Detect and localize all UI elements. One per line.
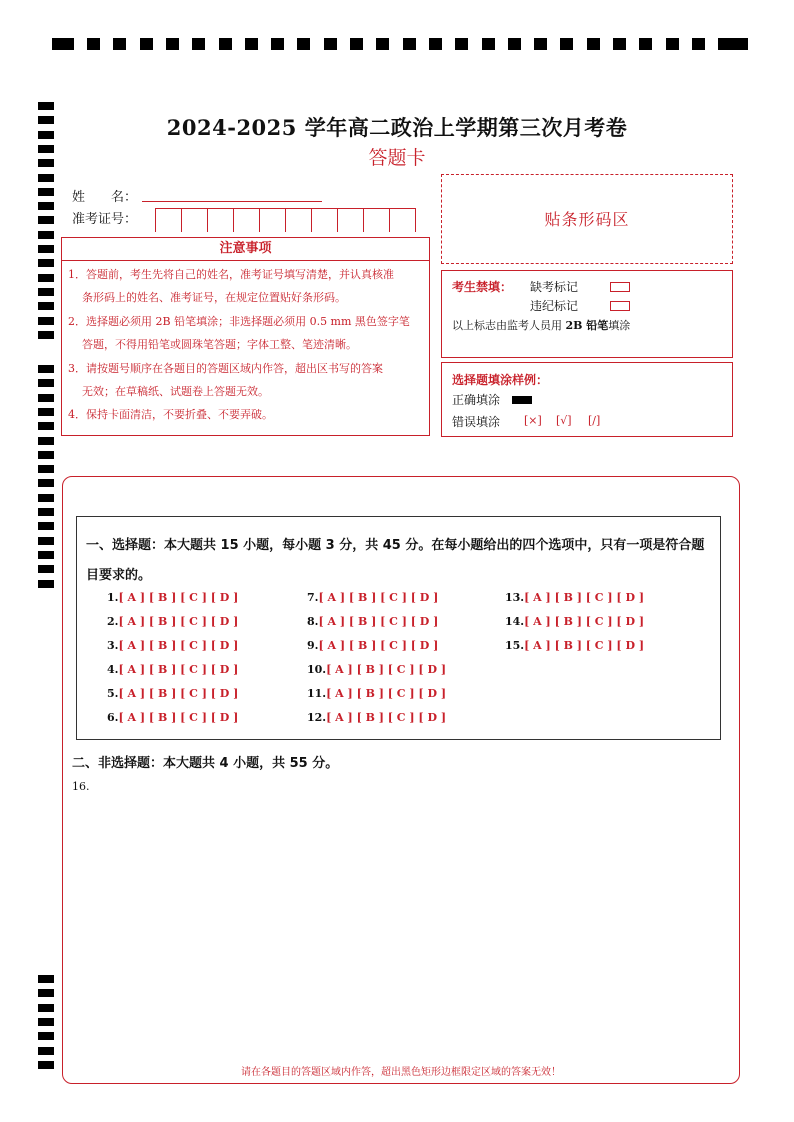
notice-item: 条形码上的姓名、准考证号，在规定位置贴好条形码。 <box>82 291 346 304</box>
footer-warning: 请在各题目的答题区域内作答，超出黑色矩形边框限定区域的答案无效！ <box>241 1067 561 1078</box>
timing-mark <box>639 38 652 50</box>
timing-mark <box>38 537 54 545</box>
absent-mark-box[interactable] <box>610 282 630 292</box>
timing-mark <box>38 580 54 588</box>
id-digit-box[interactable] <box>155 208 181 232</box>
answer-options[interactable]: [ A ] [ B ] [ C ] [ D ] <box>326 687 447 700</box>
timing-mark <box>38 331 54 339</box>
question-number: 3. <box>107 639 119 652</box>
timing-mark <box>38 551 54 559</box>
correct-fill-mark <box>512 396 532 404</box>
timing-mark <box>245 38 258 50</box>
timing-mark <box>692 38 705 50</box>
mc-question-2[interactable] <box>107 615 238 628</box>
notice-item: 1．答题前，考生先将自己的姓名，准考证号填写清楚，并认真核准 <box>68 268 394 281</box>
timing-mark <box>38 1018 54 1026</box>
timing-mark <box>350 38 363 50</box>
answer-options[interactable]: [ A ] [ B ] [ C ] [ D ] <box>118 663 239 676</box>
answer-options[interactable]: [ A ] [ B ] [ C ] [ D ] <box>524 615 645 628</box>
absent-mark-label: 缺考标记 <box>530 280 579 294</box>
timing-mark <box>38 1061 54 1069</box>
violation-mark-box[interactable] <box>610 301 630 311</box>
mc-question-8[interactable] <box>307 615 438 628</box>
ban-note <box>452 317 630 333</box>
correct-fill-label: 正确填涂 <box>452 393 501 407</box>
timing-mark <box>403 38 416 50</box>
question-number: 7. <box>307 591 319 604</box>
wrong-fill-label: 错误填涂 <box>452 415 501 429</box>
notice-heading: 注意事项 <box>61 237 430 261</box>
id-box-top-line <box>155 208 415 209</box>
id-digit-box[interactable] <box>311 208 337 232</box>
question-number: 15. <box>505 639 525 652</box>
timing-mark <box>38 451 54 459</box>
id-label: 准考证号： <box>72 212 138 227</box>
section1-heading: 一、选择题：本大题共 15 小题，每小题 3 分，共 45 分。在每小题给出的四个选项中，只有一项是符合题目要求的。 <box>86 538 705 583</box>
timing-mark <box>271 38 284 50</box>
id-digit-box[interactable] <box>337 208 363 232</box>
notice-item: 无效；在草稿纸、试题卷上答题无效。 <box>82 385 269 398</box>
timing-mark <box>38 379 54 387</box>
name-label: 姓 名： <box>72 190 138 205</box>
question-16-answer-space[interactable] <box>72 800 722 1050</box>
mc-question-13[interactable] <box>505 591 644 604</box>
timing-mark <box>38 479 54 487</box>
question-number: 11. <box>307 687 327 700</box>
mc-question-14[interactable] <box>505 615 644 628</box>
timing-mark <box>38 188 54 196</box>
mc-question-7[interactable] <box>307 591 438 604</box>
timing-mark <box>38 975 54 983</box>
id-digit-box[interactable] <box>207 208 233 232</box>
answer-options[interactable]: [ A ] [ B ] [ C ] [ D ] <box>524 591 645 604</box>
answer-options[interactable]: [ A ] [ B ] [ C ] [ D ] <box>524 639 645 652</box>
notice-item: 答题，不得用铅笔或圆珠笔答题；字体工整、笔迹清晰。 <box>82 338 357 351</box>
id-digit-box[interactable] <box>389 208 415 232</box>
timing-mark <box>38 365 54 373</box>
answer-options[interactable]: [ A ] [ B ] [ C ] [ D ] <box>118 591 239 604</box>
timing-mark <box>613 38 626 50</box>
timing-mark <box>38 1004 54 1012</box>
timing-mark <box>38 1047 54 1055</box>
timing-mark <box>297 38 310 50</box>
answer-options[interactable]: [ A ] [ B ] [ C ] [ D ] <box>318 615 439 628</box>
timing-mark <box>587 38 600 50</box>
timing-mark <box>166 38 179 50</box>
timing-mark <box>38 522 54 530</box>
id-digit-box[interactable] <box>285 208 311 232</box>
timing-mark <box>38 408 54 416</box>
multiple-choice-box <box>76 516 721 740</box>
ban-title: 考生禁填： <box>452 280 513 294</box>
mc-question-3[interactable] <box>107 639 238 652</box>
timing-mark <box>38 422 54 430</box>
ban-note-text: 以上标志由监考人员用 <box>452 319 562 332</box>
answer-options[interactable]: [ A ] [ B ] [ C ] [ D ] <box>318 639 439 652</box>
question-number: 2. <box>107 615 119 628</box>
mc-question-6[interactable] <box>107 711 238 724</box>
wrong-mark: [√] <box>556 414 572 427</box>
mc-question-12[interactable] <box>307 711 446 724</box>
id-digit-box[interactable] <box>181 208 207 232</box>
answer-options[interactable]: [ A ] [ B ] [ C ] [ D ] <box>118 711 239 724</box>
timing-mark <box>192 38 205 50</box>
id-digit-box[interactable] <box>259 208 285 232</box>
timing-mark <box>38 202 54 210</box>
timing-mark <box>87 38 100 50</box>
answer-options[interactable]: [ A ] [ B ] [ C ] [ D ] <box>326 711 447 724</box>
timing-mark <box>38 437 54 445</box>
timing-mark <box>38 394 54 402</box>
answer-options[interactable]: [ A ] [ B ] [ C ] [ D ] <box>326 663 447 676</box>
barcode-area <box>441 174 733 264</box>
question-16-label: 16. <box>72 780 90 793</box>
mc-question-9[interactable] <box>307 639 438 652</box>
question-number: 12. <box>307 711 327 724</box>
question-number: 9. <box>307 639 319 652</box>
notice-item: 4．保持卡面清洁，不要折叠、不要弄破。 <box>68 408 273 421</box>
mc-question-1[interactable] <box>107 591 238 604</box>
mc-question-15[interactable] <box>505 639 644 652</box>
timing-mark <box>38 494 54 502</box>
notice-item: 2．选择题必须用 2B 铅笔填涂；非选择题必须用 0.5 mm 黑色签字笔 <box>68 315 410 328</box>
ban-note-bold: 2B 铅笔 <box>565 319 609 332</box>
ban-note-end: 填涂 <box>608 319 631 332</box>
timing-mark <box>38 245 54 253</box>
violation-mark-label: 违纪标记 <box>530 299 579 313</box>
timing-mark <box>38 465 54 473</box>
notice-box <box>61 260 430 436</box>
timing-mark <box>113 38 126 50</box>
timing-mark <box>724 38 748 50</box>
timing-mark <box>666 38 679 50</box>
timing-mark <box>38 231 54 239</box>
timing-mark <box>38 216 54 224</box>
notice-item: 3．请按题号顺序在各题目的答题区域内作答，超出区书写的答案 <box>68 362 383 375</box>
timing-mark <box>455 38 468 50</box>
wrong-mark: [×] <box>524 414 542 427</box>
fill-sample-box <box>441 362 733 437</box>
timing-mark <box>38 317 54 325</box>
wrong-mark: [/] <box>588 414 601 427</box>
examinee-prohibited-box <box>441 270 733 358</box>
answer-options[interactable]: [ A ] [ B ] [ C ] [ D ] <box>318 591 439 604</box>
timing-mark <box>376 38 389 50</box>
answer-options[interactable]: [ A ] [ B ] [ C ] [ D ] <box>118 615 239 628</box>
name-field[interactable] <box>142 200 322 202</box>
timing-mark <box>38 1032 54 1040</box>
timing-mark <box>38 274 54 282</box>
id-digit-box[interactable] <box>363 208 389 232</box>
timing-mark <box>38 508 54 516</box>
sample-title: 选择题填涂样例： <box>452 373 549 387</box>
exam-title: 2024-2025 学年高二政治上学期第三次月考卷 <box>166 115 628 140</box>
timing-mark <box>38 102 54 110</box>
timing-mark <box>140 38 153 50</box>
timing-mark <box>38 288 54 296</box>
timing-mark <box>38 302 54 310</box>
timing-mark <box>219 38 232 50</box>
mc-question-5[interactable] <box>107 687 238 700</box>
question-number: 5. <box>107 687 119 700</box>
id-digit-box[interactable] <box>233 208 259 232</box>
question-number: 4. <box>107 663 119 676</box>
question-number: 6. <box>107 711 119 724</box>
section2-heading: 二、非选择题：本大题共 4 小题，共 55 分。 <box>72 756 339 771</box>
mc-question-4[interactable] <box>107 663 238 676</box>
question-number: 10. <box>307 663 327 676</box>
mc-question-11[interactable] <box>307 687 446 700</box>
answer-options[interactable]: [ A ] [ B ] [ C ] [ D ] <box>118 639 239 652</box>
question-number: 1. <box>107 591 119 604</box>
timing-mark <box>482 38 495 50</box>
timing-mark <box>429 38 442 50</box>
answer-options[interactable]: [ A ] [ B ] [ C ] [ D ] <box>118 687 239 700</box>
question-number: 13. <box>505 591 525 604</box>
timing-mark <box>38 989 54 997</box>
answer-card-subtitle: 答题卡 <box>368 147 426 169</box>
timing-mark <box>324 38 337 50</box>
barcode-label: 贴条形码区 <box>544 210 630 229</box>
mc-question-10[interactable] <box>307 663 446 676</box>
question-number: 14. <box>505 615 525 628</box>
timing-mark <box>508 38 521 50</box>
timing-mark <box>38 565 54 573</box>
question-number: 8. <box>307 615 319 628</box>
timing-mark <box>560 38 573 50</box>
timing-mark <box>38 259 54 267</box>
timing-mark <box>534 38 547 50</box>
timing-mark <box>52 38 74 50</box>
timing-mark <box>38 174 54 182</box>
id-digit-box[interactable] <box>415 208 416 232</box>
